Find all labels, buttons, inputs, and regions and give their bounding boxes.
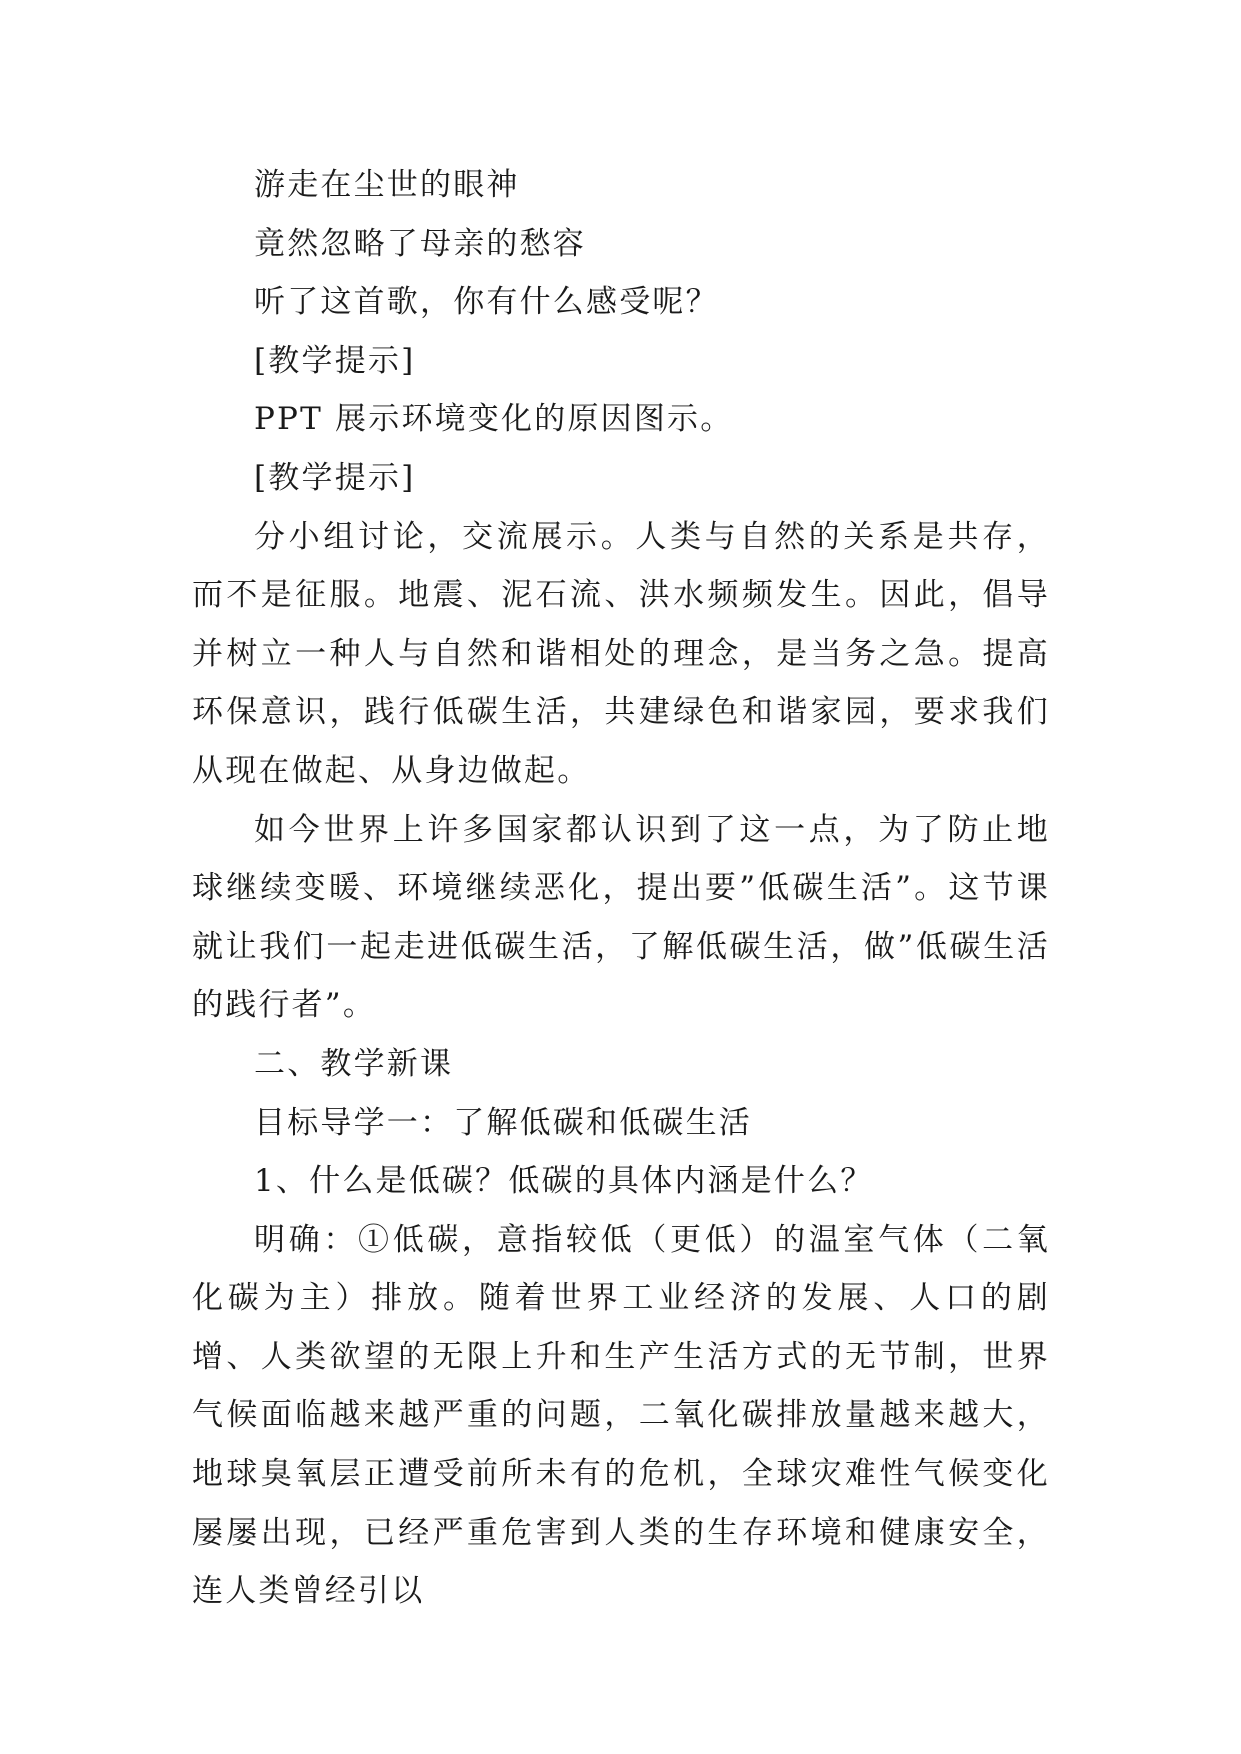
lyric-line: 竟然忽略了母亲的愁容: [254, 225, 586, 262]
question-paragraph: 1、什么是低碳？低碳的具体内涵是什么？: [254, 1163, 874, 1200]
body-paragraph: 分小组讨论，交流展示。人类与自然的关系是共存，而不是征服。地震、泥石流、洪水频频发生。因此，倡导并树立一种人与自然和谐相处的理念，是当务之急。提高环保意识，践行低碳生活，共建绿色和谐家园，要求我们从现在做起、从身边做起。: [192, 518, 1050, 789]
section-heading: 二、教学新课: [254, 1045, 454, 1082]
body-paragraph: 明确：①低碳，意指较低（更低）的温室气体（二氧化碳为主）排放。随着世界工业经济的发展、人口的剧增、人类欲望的无限上升和生产生活方式的无节制，世界气候面临越来越严重的问题，二氧化碳排放量越来越大，地球臭氧层正遭受前所未有的危机，全球灾难性气候变化屡屡出现，已经严重危害到人类的生存环境和健康安全，连人类曾经引以: [192, 1221, 1050, 1610]
body-paragraph: PPT 展示环境变化的原因图示。: [254, 401, 734, 438]
document-body: [192, 156, 1050, 1621]
question-paragraph: 听了这首歌，你有什么感受呢？: [254, 284, 719, 321]
body-paragraph: 如今世界上许多国家都认识到了这一点，为了防止地球继续变暖、环境继续恶化，提出要”低碳生活”。这节课就让我们一起走进低碳生活，了解低碳生活，做”低碳生活的践行者”。: [192, 811, 1050, 1024]
subsection-heading: 目标导学一：了解低碳和低碳生活: [254, 1104, 752, 1141]
lyric-line: 游走在尘世的眼神: [254, 167, 520, 203]
teaching-tip-label: [教学提示]: [254, 342, 416, 379]
teaching-tip-label: [教学提示]: [254, 459, 416, 496]
